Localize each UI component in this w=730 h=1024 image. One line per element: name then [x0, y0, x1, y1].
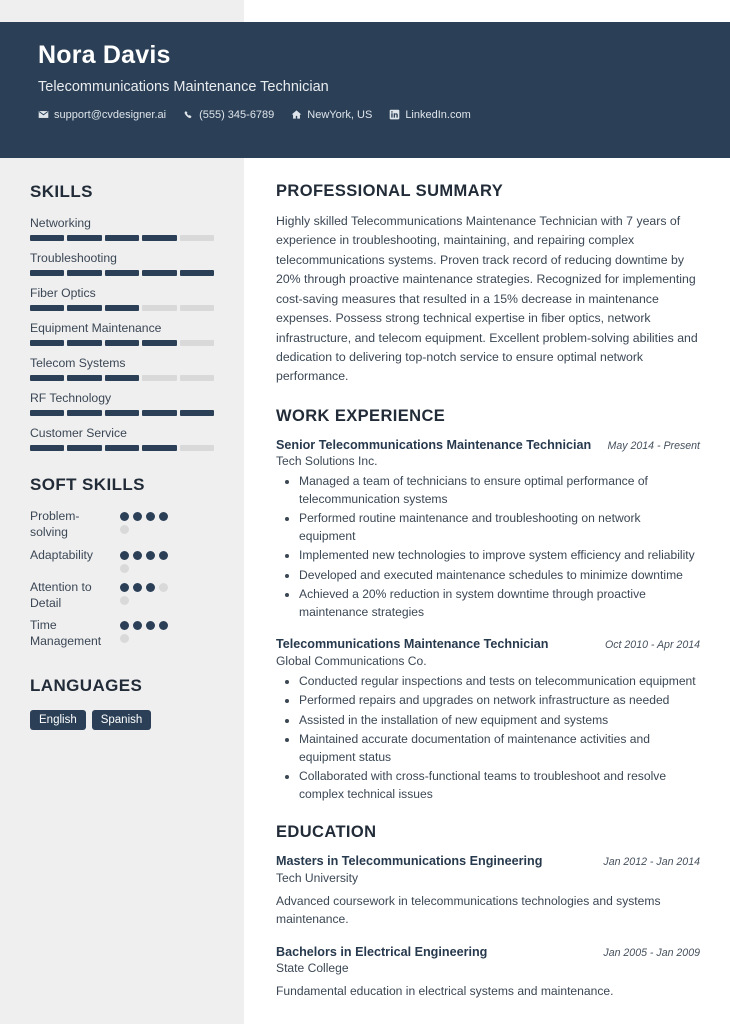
experience-bullet: • Achieved a 20% reduction in system downtime through proactive maintenance strategies: [299, 586, 700, 621]
skill-bar-segment: [30, 235, 64, 241]
languages-section: [30, 676, 214, 730]
work-experience-section: [276, 407, 700, 804]
main-content: [244, 158, 730, 1024]
soft-skill-item: [30, 580, 214, 612]
education-section: [276, 823, 700, 1000]
rating-dot: [146, 551, 155, 560]
skill-bar-segment: [142, 375, 176, 381]
candidate-name: Nora Davis: [38, 41, 171, 69]
skill-level-bar: [30, 270, 214, 276]
rating-dot: [159, 512, 168, 521]
skill-bar-segment: [142, 305, 176, 311]
skill-bar-segment: [142, 410, 176, 416]
experience-bullet: • Maintained accurate documentation of maintenance activities and equipment status: [299, 731, 700, 766]
experience-bullet: • Conducted regular inspections and tests on telecommunication equipment: [299, 673, 700, 691]
rating-dot: [146, 621, 155, 630]
experience-date: May 2014 - Present: [607, 439, 700, 452]
professional-summary-section: [276, 182, 700, 387]
soft-skill-rating: [120, 618, 176, 643]
contact-linkedin[interactable]: [389, 109, 470, 121]
skill-name: Troubleshooting: [30, 251, 117, 265]
rating-dot: [133, 551, 142, 560]
soft-skills-list: [30, 509, 214, 650]
rating-dot: [120, 551, 129, 560]
skill-bar-segment: [67, 340, 101, 346]
rating-dot: [133, 583, 142, 592]
skills-list: [30, 216, 214, 451]
education-entry-header: [276, 853, 700, 869]
education-list: [276, 853, 700, 1000]
contact-linkedin-text: LinkedIn.com: [405, 108, 471, 121]
education-school: State College: [276, 961, 349, 976]
resume-body: [0, 158, 730, 1024]
soft-skill-item: [30, 618, 214, 650]
skills-section: [30, 182, 214, 451]
skill-bar-segment: [180, 340, 214, 346]
skill-level-bar: [30, 340, 214, 346]
experience-entry-header: [276, 437, 700, 453]
rating-dot: [146, 583, 155, 592]
experience-bullet: • Assisted in the installation of new equipment and systems: [299, 712, 700, 730]
skill-bar-segment: [105, 340, 139, 346]
skill-bar-segment: [30, 375, 64, 381]
skill-bar-segment: [67, 235, 101, 241]
skill-level-bar: [30, 375, 214, 381]
skill-bar-segment: [67, 305, 101, 311]
skill-item: [30, 216, 214, 241]
rating-dot: [133, 621, 142, 630]
education-heading: EDUCATION: [276, 823, 377, 842]
education-description: Advanced coursework in telecommunications technologies and systems maintenance.: [276, 893, 661, 926]
skill-bar-segment: [67, 410, 101, 416]
skill-bar-segment: [105, 270, 139, 276]
rating-dot: [120, 564, 129, 573]
skill-item: [30, 251, 214, 276]
home-icon: [291, 109, 302, 120]
skill-bar-segment: [67, 270, 101, 276]
experience-bullet: • Developed and executed maintenance schedules to minimize downtime: [299, 567, 700, 585]
soft-skill-rating: [120, 548, 176, 573]
skills-heading: SKILLS: [30, 182, 93, 201]
skill-item: [30, 321, 214, 346]
soft-skill-item: [30, 548, 214, 573]
skill-name: Fiber Optics: [30, 286, 96, 300]
contact-row: [38, 109, 730, 121]
experience-list: [276, 437, 700, 804]
linkedin-icon: [389, 109, 400, 120]
skill-bar-segment: [105, 305, 139, 311]
experience-bullets: [276, 673, 700, 804]
skill-bar-segment: [142, 235, 176, 241]
education-date: Jan 2012 - Jan 2014: [603, 856, 700, 869]
skill-bar-segment: [180, 305, 214, 311]
skill-item: [30, 356, 214, 381]
rating-dot: [120, 583, 129, 592]
skill-bar-segment: [180, 235, 214, 241]
skill-name: RF Technology: [30, 391, 112, 405]
skill-item: [30, 426, 214, 451]
rating-dot: [146, 512, 155, 521]
skill-level-bar: [30, 410, 214, 416]
education-description: Fundamental education in electrical systems and maintenance.: [276, 984, 614, 999]
language-pill[interactable]: Spanish: [92, 710, 152, 730]
contact-phone-text: (555) 345-6789: [199, 108, 275, 121]
contact-phone[interactable]: [183, 109, 274, 121]
skill-bar-segment: [30, 410, 64, 416]
rating-dot: [120, 512, 129, 521]
experience-bullet: • Managed a team of technicians to ensure optimal performance of telecommunication systems: [299, 473, 700, 508]
skill-level-bar: [30, 235, 214, 241]
education-degree: Bachelors in Electrical Engineering: [276, 945, 488, 960]
language-pill[interactable]: English: [30, 710, 86, 730]
skill-bar-segment: [105, 445, 139, 451]
resume-header: [0, 22, 730, 158]
skill-item: [30, 286, 214, 311]
skill-item: [30, 391, 214, 416]
soft-skill-name: Time Management: [30, 618, 102, 649]
contact-location[interactable]: [291, 109, 372, 121]
soft-skill-name: Problem-solving: [30, 509, 80, 539]
experience-bullet: • Implemented new technologies to improve system efficiency and reliability: [299, 547, 700, 565]
skill-bar-segment: [180, 445, 214, 451]
soft-skill-name: Adaptability: [30, 547, 94, 562]
experience-bullet: • Collaborated with cross-functional teams to troubleshoot and resolve complex technical issues: [299, 768, 700, 803]
languages-heading: LANGUAGES: [30, 676, 143, 696]
skill-bar-segment: [142, 445, 176, 451]
skill-bar-segment: [105, 410, 139, 416]
skill-level-bar: [30, 305, 214, 311]
experience-company: Global Communications Co.: [276, 653, 427, 668]
summary-heading: PROFESSIONAL SUMMARY: [276, 182, 504, 200]
rating-dot: [120, 525, 129, 534]
experience-bullets: [276, 473, 700, 621]
phone-icon: [183, 109, 194, 120]
experience-bullet: • Performed routine maintenance and troubleshooting on network equipment: [299, 510, 700, 545]
education-degree: Masters in Telecommunications Engineering: [276, 854, 543, 869]
skill-bar-segment: [142, 270, 176, 276]
rating-dot: [120, 596, 129, 605]
skill-bar-segment: [30, 270, 64, 276]
skill-bar-segment: [30, 305, 64, 311]
skill-name: Equipment Maintenance: [30, 321, 162, 335]
contact-email-text: support@cvdesigner.ai: [54, 108, 167, 121]
education-entry: [276, 853, 700, 928]
skill-level-bar: [30, 445, 214, 451]
experience-title: Senior Telecommunications Maintenance Technician: [276, 437, 592, 452]
sidebar: [0, 158, 244, 750]
skill-bar-segment: [30, 445, 64, 451]
experience-bullet: • Performed repairs and upgrades on network infrastructure as needed: [299, 692, 700, 710]
skill-bar-segment: [30, 340, 64, 346]
education-entry-header: [276, 944, 700, 960]
education-date: Jan 2005 - Jan 2009: [603, 947, 700, 960]
skill-bar-segment: [180, 410, 214, 416]
skill-bar-segment: [67, 375, 101, 381]
envelope-icon: [38, 109, 49, 120]
skill-name: Customer Service: [30, 426, 127, 440]
skill-bar-segment: [105, 235, 139, 241]
education-entry: [276, 944, 700, 1001]
skill-bar-segment: [180, 270, 214, 276]
rating-dot: [120, 621, 129, 630]
soft-skill-rating: [120, 580, 176, 605]
rating-dot: [159, 551, 168, 560]
rating-dot: [133, 512, 142, 521]
skill-bar-segment: [105, 375, 139, 381]
skill-bar-segment: [67, 445, 101, 451]
skill-name: Networking: [30, 216, 91, 230]
experience-title: Telecommunications Maintenance Technician: [276, 637, 549, 652]
experience-entry-header: [276, 636, 700, 652]
soft-skills-heading: SOFT SKILLS: [30, 475, 145, 494]
education-school: Tech University: [276, 870, 358, 885]
rating-dot: [159, 621, 168, 630]
experience-heading: WORK EXPERIENCE: [276, 406, 446, 425]
contact-email[interactable]: [38, 109, 166, 121]
soft-skill-rating: [120, 509, 176, 534]
summary-text: Highly skilled Telecommunications Maintenance Technician with 7 years of experience in troubleshooting, maintaining, and repairing complex telecommunications systems. Proven track record of reducing downtime by 20% through proactive maintenance strategies. Recognized for implementing cost-saving measures that resulted in a 15% decrease in maintenance expenses. Possess strong technical expertise in fiber optics, network infrastructure, and telecom equipment. Excellent problem-solving abilities and dedication to delivering top-notch service to ensure optimal network performance.: [276, 214, 698, 384]
rating-dot: [120, 634, 129, 643]
experience-date: Oct 2010 - Apr 2014: [604, 639, 700, 652]
experience-entry: [276, 636, 700, 803]
soft-skill-name: Attention to Detail: [30, 579, 92, 610]
candidate-job-title: Telecommunications Maintenance Technician: [38, 78, 329, 95]
experience-entry: [276, 437, 700, 622]
skill-bar-segment: [180, 375, 214, 381]
soft-skills-section: [30, 475, 214, 650]
skill-bar-segment: [142, 340, 176, 346]
skill-name: Telecom Systems: [30, 356, 126, 370]
rating-dot: [159, 583, 168, 592]
languages-list: [30, 710, 214, 730]
contact-location-text: NewYork, US: [307, 108, 373, 121]
experience-company: Tech Solutions Inc.: [276, 454, 378, 469]
soft-skill-item: [30, 509, 214, 541]
